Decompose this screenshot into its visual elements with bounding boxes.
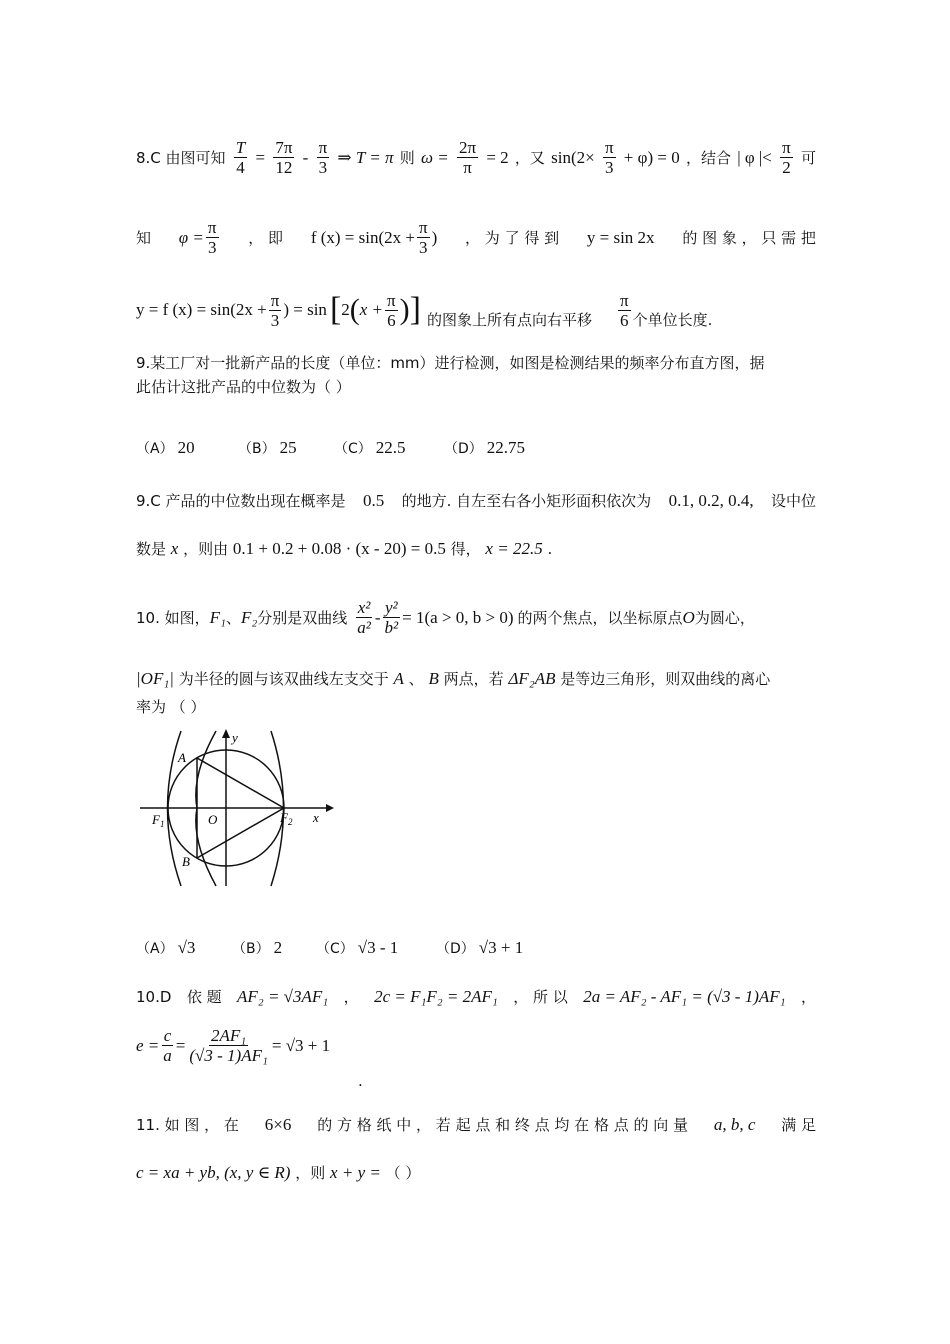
q9-option-c[interactable] <box>334 438 406 458</box>
frac-num: π <box>270 290 280 310</box>
option-value: 22.75 <box>486 438 526 457</box>
q10-A: A <box>393 669 404 688</box>
option-label: （A） <box>136 941 174 957</box>
y-axis-arrow <box>222 729 230 738</box>
f-lhs: f (x) = sin(2x + <box>310 227 415 247</box>
ji-text: ， 即 <box>248 228 284 247</box>
frac-num: π <box>782 138 791 157</box>
q10-text-g: 是等边三角形，则双曲线的离心 <box>560 670 771 688</box>
q10-F2: F₂ <box>240 607 258 627</box>
line3-mid: ) = sin <box>283 300 327 319</box>
q10-text-c: 的两个焦点，以坐标原点 <box>517 608 683 627</box>
q10-line2 <box>136 668 816 690</box>
also-text: ，又 <box>514 148 545 167</box>
q10-line3: 率为 （ ） <box>136 698 206 716</box>
x-axis-arrow <box>326 804 334 812</box>
frac-c-over-a <box>161 1026 174 1065</box>
label-y: y <box>232 730 238 745</box>
frac-den: a² <box>357 618 371 637</box>
frac-x2-a2 <box>355 598 373 637</box>
sol9-period: . <box>547 540 553 558</box>
option-value: √3 + 1 <box>478 938 524 957</box>
sol8-line1: 8.C 由图可知 $\frac{T}{4}$ = $\frac{7\pi}{12}$ - $\frac{\pi}{3}$ ⇒ T = π 则 ω = $\frac{2\pi}{\pi}$ = 2 ，又 sin(2× $\frac{\pi}{3}$ + φ) = 0 ，结合 | φ |< $\frac{\pi}{2}$ 可 <box>136 138 816 177</box>
frac-den: 3 <box>605 158 614 177</box>
q11-cond: c = xa + yb, (x, y ∈ R) <box>136 1163 291 1182</box>
frac-2AF1 <box>187 1026 270 1065</box>
q11-text-a: 11. 如 图 ， 在 <box>136 1116 239 1134</box>
q10-line1 <box>136 598 816 637</box>
q10-option-c[interactable] <box>316 938 398 958</box>
frac-num: 2π <box>458 138 477 157</box>
q10-sep2: 、 <box>408 670 424 688</box>
q9-option-b[interactable] <box>238 438 297 458</box>
frac-num: π <box>318 138 328 157</box>
omega-lhs: ω = <box>421 147 449 167</box>
frac-den: 4 <box>236 158 245 177</box>
side-AF2 <box>197 758 284 808</box>
label-x: x <box>313 810 319 825</box>
frac-num: π <box>619 290 629 310</box>
sol10-e-lhs: e = <box>136 1035 160 1055</box>
frac-num: π <box>419 218 428 237</box>
to-get-text: ， 为 了 得 到 <box>465 228 560 247</box>
option-label: （D） <box>436 941 475 957</box>
sol9-x: x <box>170 539 179 558</box>
frac-num: T <box>235 138 246 157</box>
sol9-text-a: 9.C 产品的中位数出现在概率是 <box>136 492 346 510</box>
q11-line2 <box>136 1162 816 1184</box>
label-F1: $F_1$ <box>152 812 165 829</box>
sol9-text-e: ，则由 <box>183 540 229 558</box>
frac-num: 2AF₁ <box>211 1026 247 1045</box>
q11-text-d: ，则 <box>295 1164 326 1182</box>
frac-pi-6-inner <box>385 291 398 330</box>
sol10-eq-mid: = <box>175 1035 186 1055</box>
phi-lhs: φ = <box>178 227 204 247</box>
frac-den: 6 <box>387 310 396 330</box>
sol9-line1 <box>136 490 816 512</box>
sin-eq-a: sin(2× <box>551 147 595 167</box>
q11-grid: 6×6 <box>264 1115 292 1134</box>
frac-den: 3 <box>419 238 428 257</box>
frac-7pi-over-12 <box>273 138 294 177</box>
combine-text: ，结合 <box>685 148 731 167</box>
frac-sin-pi-3 <box>603 138 616 177</box>
frac-T-over-4 <box>234 138 247 177</box>
sol10-eq3: 2a = AF₂ - AF₁ = (√3 - 1)AF₁ <box>583 987 786 1006</box>
y-sin2x: y = sin 2x <box>586 227 655 247</box>
frac-phi <box>206 218 219 257</box>
omega-rhs: = 2 <box>486 147 509 167</box>
q10-text-f: 两点，若 <box>443 670 504 688</box>
sol10-e-rhs: = √3 + 1 <box>271 1035 331 1055</box>
f-rhs: ) <box>431 227 438 247</box>
frac-num: π <box>604 138 614 157</box>
option-label: （B） <box>232 941 270 957</box>
sol9-text-d: 数是 <box>136 540 167 558</box>
frac-den: π <box>463 158 472 177</box>
frac-den: 3 <box>270 310 280 330</box>
sol10-eq2: 2c = F₁F₂ = 2AF₁ <box>374 987 498 1006</box>
zhi-text: 知 <box>136 228 152 247</box>
frac-num: π <box>387 290 396 310</box>
q10-option-b[interactable] <box>232 938 282 958</box>
eq-T-result: ⇒ T = π <box>337 147 394 167</box>
frac-pi-over-3 <box>317 138 330 177</box>
sol8-line2 <box>136 218 816 257</box>
frac-den: 3 <box>318 158 328 177</box>
label-B: B <box>182 854 190 869</box>
q10-triangle: ΔF₂AB <box>508 669 556 688</box>
q10-OF1: |OF₁| <box>136 669 174 688</box>
label-A: A <box>178 750 186 765</box>
q11-text-c: 满 足 <box>781 1116 816 1134</box>
frac-num: x² <box>357 598 371 617</box>
sol9-text-f: 得， <box>450 540 481 558</box>
line3-inner-b: x + <box>359 300 384 319</box>
frac-shift <box>618 291 631 330</box>
frac-den: (√3 - 1)AF₁ <box>189 1046 268 1065</box>
option-label: （C） <box>334 441 372 457</box>
sol9-areas: 0.1, 0.2, 0.4, <box>668 491 754 510</box>
q10-text-b: 分别是双曲线 <box>257 608 348 627</box>
option-value: 25 <box>279 438 297 457</box>
sol10-line2 <box>136 1026 816 1065</box>
q9-option-a[interactable] <box>136 438 195 458</box>
frac-den: 6 <box>620 310 629 330</box>
frac-num: π <box>207 218 217 237</box>
option-label: （C） <box>316 941 354 957</box>
label-F2: $F_2$ <box>280 810 293 827</box>
option-value: 22.5 <box>375 438 406 457</box>
frac-line3 <box>269 291 282 330</box>
q11-ask: x + y = <box>330 1163 381 1182</box>
then-text: 则 <box>399 148 415 167</box>
can-text: 可 <box>800 148 816 167</box>
sol10-eq1: AF₂ = √3AF₁ <box>237 987 329 1006</box>
q10-option-a[interactable] <box>136 938 195 958</box>
sol10-by: 依 题 <box>186 988 222 1006</box>
sol9-equation: 0.1 + 0.2 + 0.08 · (x - 20) = 0.5 <box>232 539 446 558</box>
sol10-comma2: ， <box>800 988 816 1006</box>
frac-den: 12 <box>275 158 293 177</box>
q10-text-a: 10. 如图， <box>136 608 210 627</box>
hyperbola-figure <box>136 726 336 894</box>
q9-option-d[interactable] <box>444 438 525 458</box>
sol10-dot: . <box>358 1072 363 1090</box>
frac-num: c <box>163 1026 172 1045</box>
frac-num: 7π <box>275 138 293 157</box>
line3-end: 个单位长度. <box>632 311 713 329</box>
option-label: （B） <box>238 441 276 457</box>
sol9-result: x = 22.5 <box>485 539 543 558</box>
sol10-line1 <box>136 986 816 1008</box>
hyp-rhs: = 1(a > 0, b > 0) <box>402 607 514 627</box>
option-value: √3 - 1 <box>357 938 399 957</box>
graph-need-text: 的 图 象 ， 只 需 把 <box>682 228 816 247</box>
q11-text-b: 的 方 格 纸 中 ， 若 起 点 和 终 点 均 在 格 点 的 向 量 <box>317 1116 689 1134</box>
frac-pi-over-2 <box>780 138 793 177</box>
frac-den: b² <box>384 618 399 637</box>
line3-lhs: y = f (x) = sin(2x + <box>136 300 267 319</box>
label-O: O <box>208 812 218 827</box>
q11-line1 <box>136 1114 816 1136</box>
option-value: √3 <box>177 938 196 957</box>
abs-phi: | φ |< <box>737 147 772 167</box>
sol9-half: 0.5 <box>362 491 385 510</box>
q10-option-d[interactable] <box>436 938 523 958</box>
q10-B: B <box>428 669 439 688</box>
sol10-comma1: ， <box>343 988 359 1006</box>
q9-line2: 此估计这批产品的中位数为（ ） <box>136 378 351 396</box>
q10-sep: 、 <box>225 608 241 627</box>
frac-den: a <box>163 1046 172 1065</box>
sin-eq-b: + φ) = 0 <box>623 147 680 167</box>
option-label: （A） <box>136 441 174 457</box>
q10-text-e: 为半径的圆与该双曲线左支交于 <box>178 670 389 688</box>
frac-y2-b2 <box>383 598 401 637</box>
option-label: （D） <box>444 441 483 457</box>
sol9-line2 <box>136 538 816 560</box>
option-value: 2 <box>273 938 283 957</box>
q9-line1: 9.某工厂对一批新产品的长度（单位：mm）进行检测，如图是检测结果的频率分布直方图，据 <box>136 354 765 372</box>
line3-text: 的图象上所有点向右平移 <box>426 311 592 329</box>
q10-O: O <box>682 607 695 627</box>
hyp-minus: - <box>374 607 381 627</box>
q10-F1: F₁ <box>209 607 226 627</box>
q11-vecs: a, b, c <box>713 1115 756 1134</box>
sol9-text-c: 设中位 <box>770 492 816 510</box>
q11-paren: （ ） <box>385 1164 421 1182</box>
sol10-so: ， 所 以 <box>513 988 568 1006</box>
sol8-prefix: 8.C 由图可知 <box>136 148 226 167</box>
frac-num: y² <box>385 598 398 617</box>
frac-2pi-over-pi <box>457 138 478 177</box>
option-value: 20 <box>177 438 195 457</box>
frac-den: 3 <box>207 238 217 257</box>
frac-f <box>417 218 430 257</box>
q10-text-d: 为圆心， <box>694 608 755 627</box>
sol8-line3: y = f (x) = sin(2x + $\frac{\pi}{3}$ ) = sin [ 2 ( x + $\frac{\pi}{6}$ ) ] 的图象上所有点向右平移 $\frac{\pi}{6}$ 个单位长度. <box>136 290 713 330</box>
sol10-prefix: 10.D <box>136 988 172 1006</box>
frac-den: 2 <box>782 158 791 177</box>
sol9-text-b: 的地方. 自左至右各小矩形面积依次为 <box>401 492 652 510</box>
line3-inner-a: 2 <box>341 300 350 319</box>
